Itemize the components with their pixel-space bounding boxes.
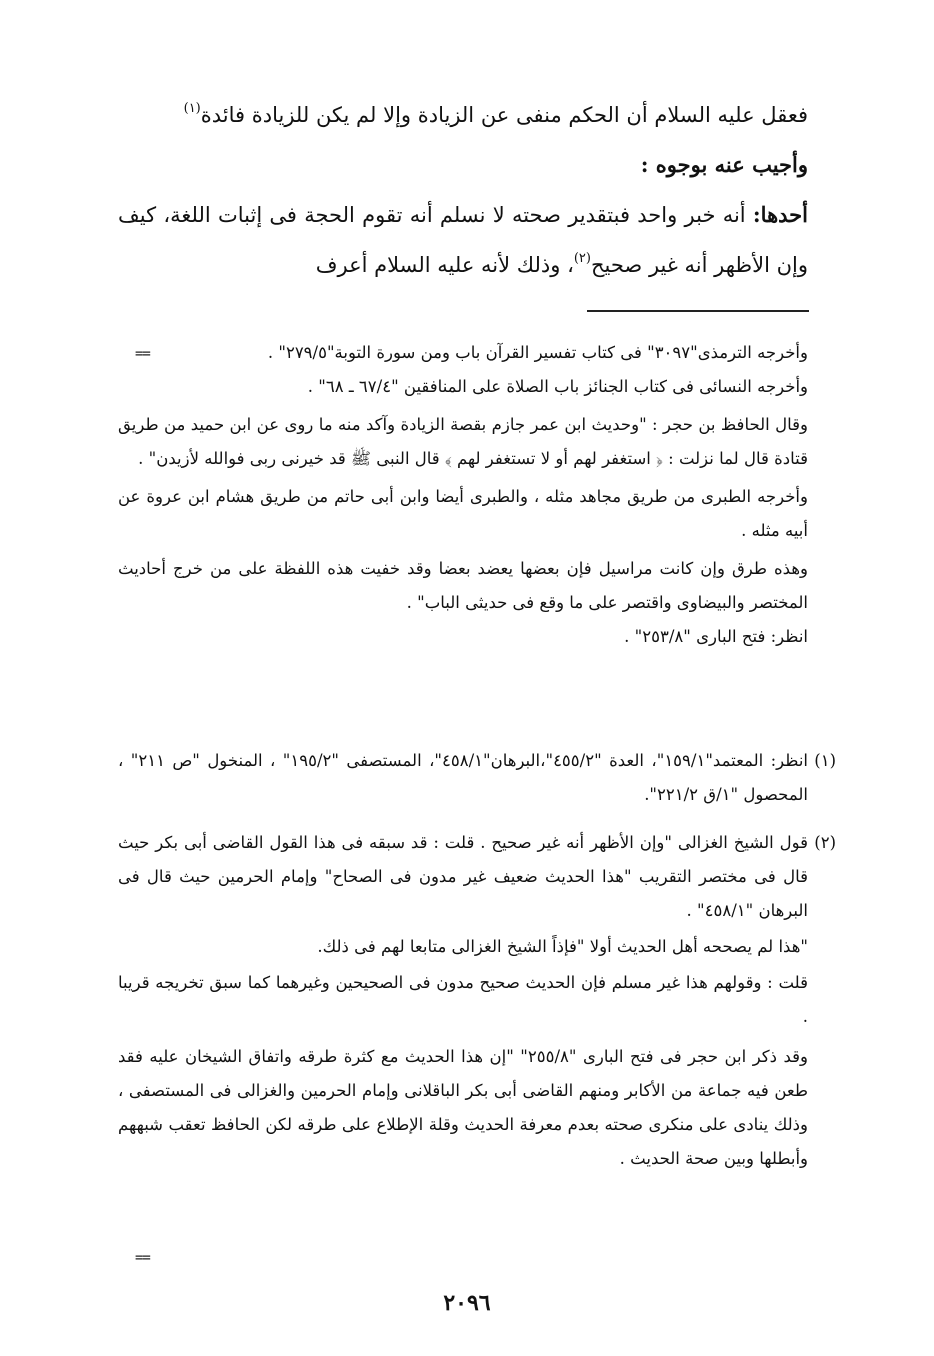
footnote-2-paragraph-1: قول الشيخ الغزالى "وإن الأظهر أنه غير صحيح . قلت : قد سبقه فى هذا القول القاضى أبى بكر حيث قال فى مختصر التقريب "هذا الحديث ضعيف غير مدون فى الصحاح" وإمام الحرمين حيث قال فى البرهان "٤٥٨/١" .	[118, 833, 808, 920]
footnote-end-marker: ==	[135, 1250, 150, 1266]
footnote-1-number: (١)	[814, 751, 836, 770]
footnote-separator	[587, 310, 809, 312]
continued-marker: ==	[135, 346, 150, 362]
footnote-2-paragraph-4: وقد ذكر ابن حجر فى فتح البارى "٢٥٥/٨" "إن هذا الحديث مع كثرة طرقه واتفاق الشيخان عليه فقد طعن فيه جماعة من الأكابر ومنهم القاضى أبى بكر الباقلانى وإمام الحرمين والغزالى فى المستصفى ، وذلك ينادى على منكرى صحته بعدم معرفة الحديث وقلة الإطلاع على طرقه لكن الحافظ تعقب شبههم وأبطلها وبين صحة الحديث .	[118, 1047, 808, 1168]
main-paragraph-2: وأجيب عنه بوجوه :	[640, 152, 808, 177]
section-lead: أحدها:	[752, 202, 808, 227]
footnote-2-paragraph-2: "هذا لم يصححه أهل الحديث أولا "فإذاً الشيخ الغزالى متابعا لهم فى ذلك.	[317, 937, 808, 956]
continued-line-2: وأخرجه النسائى فى كتاب الجنائز باب الصلاة على المنافقين "٦٧/٤ ـ ٦٨" .	[307, 377, 808, 396]
main-text	[118, 90, 808, 290]
continued-paragraph-6: انظر: فتح البارى "٢٥٣/٨" .	[624, 627, 808, 646]
footnote-1-text: انظر: المعتمد"١٥٩/١"، العدة "٤٥٥/٢"،البرهان"٤٥٨/١"، المستصفى "١٩٥/٢" ، المنخول "ص ٢١١" ، المحصول "١/ق ٢٢١/٢".	[118, 751, 809, 804]
continued-footnote	[118, 336, 808, 654]
main-paragraph-3: أحدها: أنه خبر واحد فبتقدير صحته لا نسلم أنه تقوم الحجة فى إثبات اللغة، كيف وإن الأظهر أنه غير صحيح$^{(٢)}$، وذلك لأنه عليه السلام أعرف	[118, 202, 808, 277]
footnote-ref-2[interactable]: (٢)	[573, 251, 591, 266]
footnote-2	[118, 826, 836, 1176]
main-paragraph-1: فعقل عليه السلام أن الحكم منفى عن الزيادة وإلا لم يكن للزيادة فائدة$^{(١)}$	[183, 101, 808, 127]
page-number: ٢٠٩٦	[443, 1290, 491, 1316]
footnote-2-paragraph-3: قلت : وقولهم هذا غير مسلم فإن الحديث صحيح مدون فى الصحيحين وغيرهما كما سبق تخريجه قريبا .	[118, 973, 808, 1026]
footnote-1	[118, 744, 836, 812]
continued-paragraph-4: وأخرجه الطبرى من طريق مجاهد مثله ، والطبرى أيضا وابن أبى حاتم من طريق هشام ابن عروة عن أبيه مثله .	[118, 487, 808, 540]
continued-paragraph-5: وهذه طرق وإن كانت مراسيل فإن بعضها يعضد بعضا وقد خفيت هذه اللفظة على من خرج أحاديث المختصر والبيضاوى واقتصر على ما وقع فى حديثى الباب" .	[118, 559, 808, 612]
continued-line-1: وأخرجه الترمذى"٣٠٩٧" فى كتاب تفسير القرآن باب ومن سورة التوبة"٢٧٩/٥" .	[267, 343, 808, 362]
footnote-ref-1[interactable]: (١)	[183, 101, 201, 116]
footnote-2-number: (٢)	[814, 833, 836, 852]
continued-paragraph-3: وقال الحافظ بن حجر : "وحديث ابن عمر جازم بقصة الزيادة وآكد منه ما روى عن ابن حميد من طريق قتادة قال لما نزلت : ﴿ استغفر لهم أو لا تستغفر لهم ﴾ قال النبى ﷺ قد خيرنى ربى فوالله لأزيدن" .	[118, 415, 808, 468]
